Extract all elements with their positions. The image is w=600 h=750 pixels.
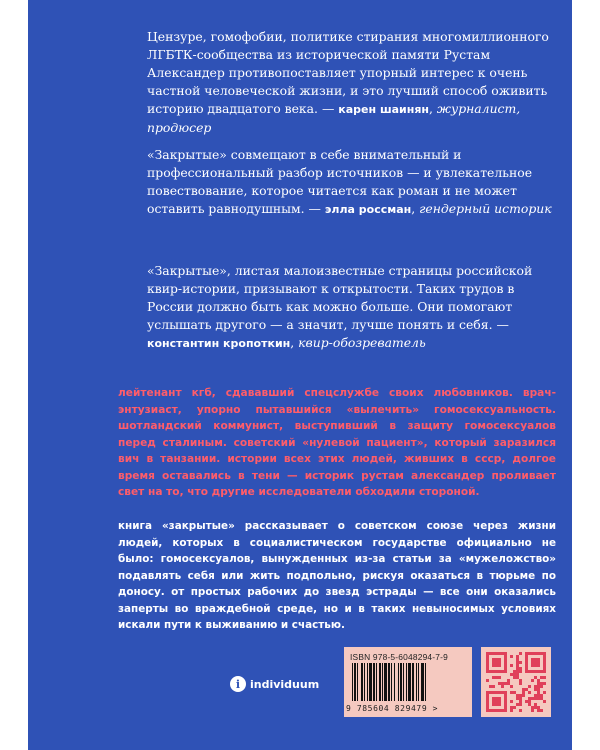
publisher-logo-icon: i [230,676,246,692]
barcode-digits: 9 785604 829479 > [346,704,439,713]
publisher-name: individuum [250,677,320,691]
qr-code-label [481,647,551,717]
quote-text: «Закрытые», листая малоизвестные страницы российской квир-истории, призывают к открытости. Таких трудов в России должно быть как можно больше. Они помогают услышать другого — а значит, лучше понять и себя. [147,263,533,332]
quote-text: «Закрытые» совмещают в себе внимательный и профессиональный разбор источников — и увлекательное повествование, которое читается как роман и не может оставить равнодушным. [147,147,533,216]
quote-author-role: гендерный историк [419,201,552,216]
publisher-logo [230,674,319,694]
isbn-barcode-label [344,647,472,717]
characters-paragraph: лейтенант кгб, сдававший спецслужбе своих любовников. врач-энтузиаст, упорно пытавшийся «вылечить» гомосексуальность. шотландский коммунист, выступивший в защиту гомосексуалов перед сталиным. советский «нулевой пациент», который заразился вич в танзании. истории всех этих людей, живших в ссср, долгое время оставались в тени — историк рустам александер проливает свет на то, что другие исследователи обходили стороной. [118,387,556,498]
review-quote-2: «Закрытые» совмещают в себе внимательный и профессиональный разбор источников — и увлекательное повествование, которое читается как роман и не может оставить равнодушным. — элла россман, гендерный историк [147,147,552,216]
qr-code-icon [486,652,546,712]
quote-author-role: квир-обозреватель [298,335,426,350]
book-back-cover [28,0,572,750]
review-quote-1: Цензуре, гомофобии, политике стирания многомиллионного ЛГБТК-сообщества из исторической памяти Рустам Александер противопоставляет упорный интерес к очень частной человеческой жизни, и это лучший способ оживить историю двадцатого века. — карен шаинян, журналист, продюсер [147,29,549,135]
isbn-number: ISBN 978-5-6048294-7-9 [350,652,448,662]
quote-author-role: журналист, продюсер [147,101,521,135]
quote-author: элла россман [324,203,412,216]
quote-author: константин кропоткин [147,337,291,350]
description-paragraph: книга «закрытые» рассказывает о советском союзе через жизни людей, которых в социалистическом государстве официально не было: гомосексуалов, вынужденных из-за статьи за «мужеложство» подавлять себя или жить подпольно, рискуя оказаться в тюрьме по доносу. от простых рабочих до звезд эстрады — все они оказались заперты во враждебной среде, но и в таких невыносимых условиях искали пути к выживанию и счастью. [118,520,556,631]
quote-text: Цензуре, гомофобии, политике стирания многомиллионного ЛГБТК-сообщества из исторической памяти Рустам Александер противопоставляет упорный интерес к очень частной человеческой жизни, и это лучший способ оживить историю двадцатого века. [147,29,549,116]
review-quote-3: «Закрытые», листая малоизвестные страницы российской квир-истории, призывают к открытости. Таких трудов в России должно быть как можно больше. Они помогают услышать другого — а значит, лучше понять и себя. — константин кропоткин, квир-обозреватель [147,263,533,350]
barcode-icon [350,663,466,703]
quote-author: карен шаинян [338,103,430,116]
